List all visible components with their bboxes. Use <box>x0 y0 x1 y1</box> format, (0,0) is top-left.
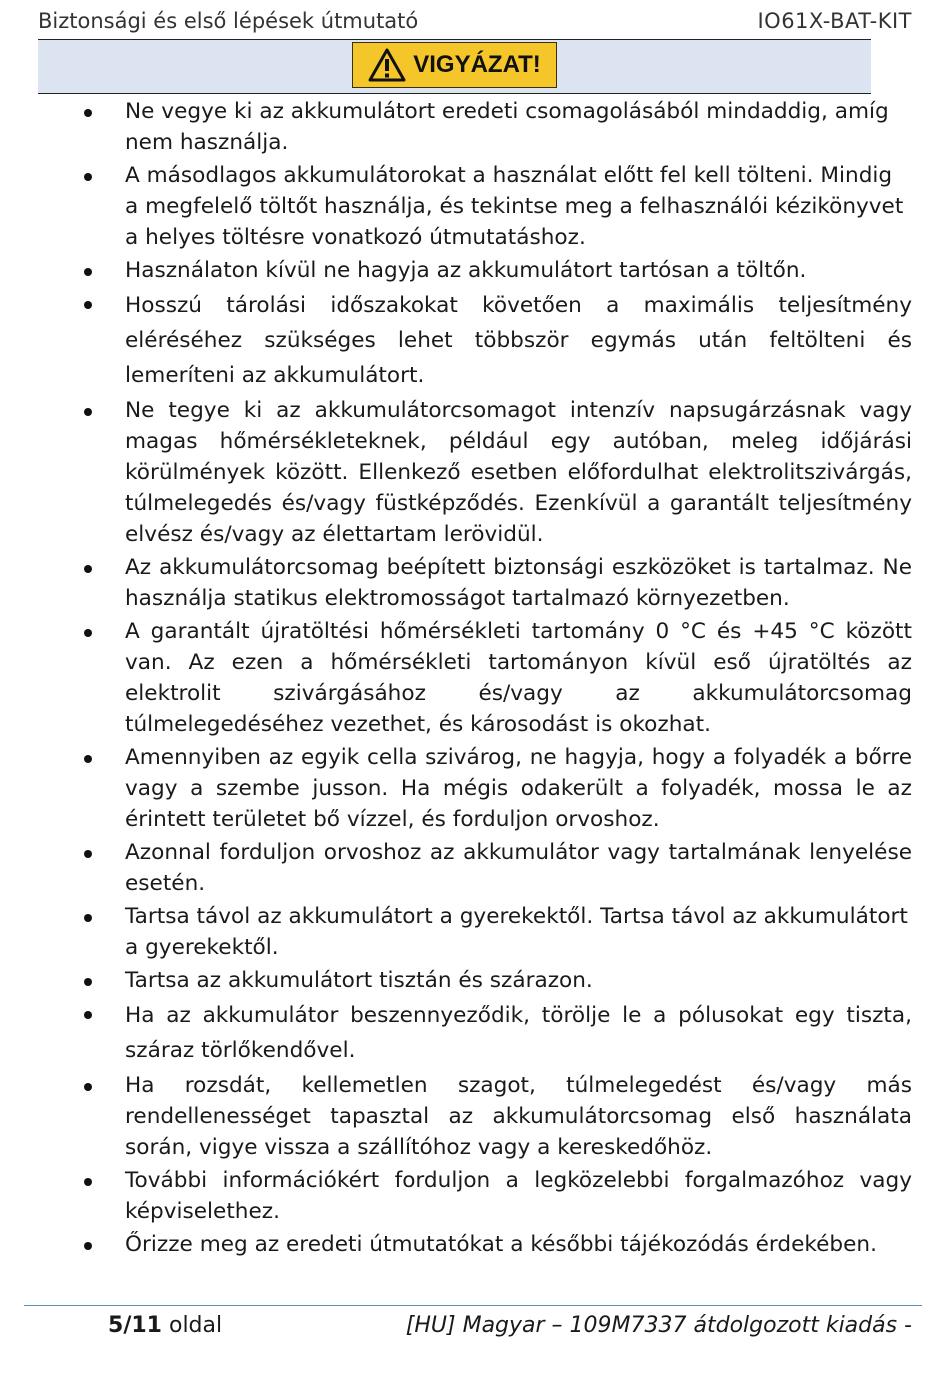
warning-label: VIGYÁZAT! <box>413 51 541 78</box>
bullet-icon <box>84 109 92 117</box>
list-item-text: Amennyiben az egyik cella szivárog, ne hagyja, hogy a folyadék a bőrre vagy a szembe jusson. Ha mégis odakerült a folyadék, mossa le az érintett területet bő vízzel, és forduljon orvoshoz. <box>125 745 912 832</box>
bullet-icon <box>84 565 92 573</box>
list-item-text: Tartsa az akkumulátort tisztán és szárazon. <box>125 968 593 993</box>
page-number <box>108 1313 222 1338</box>
bullet-icon <box>84 850 92 858</box>
bullet-icon <box>84 408 92 416</box>
list-item <box>80 395 912 550</box>
document-title: Biztonsági és első lépések útmutató <box>38 9 419 33</box>
list-item-text: A garantált újratöltési hőmérsékleti tartomány 0 °C és +45 °C között van. Az ezen a hőmérsékleti tartományon kívül eső újratöltés az elektrolit szivárgásához és/vagy az akkumulátorcsomag túlmelegedéséhez vezethet, és károsodást is okozhat. <box>125 619 912 737</box>
list-item-text: Ha rozsdát, kellemetlen szagot, túlmelegedést és/vagy más rendellenességet tapasztal az akkumulátorcsomag első használata során, vigye vissza a szállítóhoz vagy a kereskedőhöz. <box>125 1073 912 1160</box>
bullet-icon <box>84 268 92 276</box>
bullet-list <box>80 96 912 1260</box>
bullet-icon <box>84 1178 92 1186</box>
warning-label-box <box>352 42 557 88</box>
safety-instructions <box>80 96 912 1262</box>
list-item-text: Hosszú tárolási időszakokat követően a maximális teljesítmény eléréséhez szükséges lehet többször egymás után feltölteni és lemeríteni az akkumulátort. <box>125 293 912 388</box>
list-item-text: A másodlagos akkumulátorokat a használat előtt fel kell tölteni. Mindig a megfelelő töltőt használja, és tekintse meg a felhasználói kézikönyvet a helyes töltésre vonatkozó útmutatáshoz. <box>125 163 904 250</box>
list-item-text: Ne vegye ki az akkumulátort eredeti csomagolásából mindaddig, amíg nem használja. <box>125 99 889 155</box>
list-item <box>80 1229 912 1260</box>
bullet-icon <box>84 914 92 922</box>
bullet-icon <box>84 173 92 181</box>
bullet-icon <box>84 755 92 763</box>
warning-triangle-icon <box>368 48 406 82</box>
list-item-text: Ne tegye ki az akkumulátorcsomagot intenzív napsugárzásnak vagy magas hőmérsékleteknek, például egy autóban, meleg időjárási körülmények között. Ellenkező esetben előfordulhat elektrolitszivárgás, túlmelegedés és/vagy füstképződés. Ezenkívül a garantált teljesítmény elvész és/vagy az élettartam lerövidül. <box>125 398 912 547</box>
list-item-text: Tartsa távol az akkumulátort a gyerekektől. Tartsa távol az akkumulátort a gyerekektől. <box>125 904 908 960</box>
page-current: 5 <box>108 1313 124 1338</box>
footer-divider <box>24 1305 922 1306</box>
list-item-text: Őrizze meg az eredeti útmutatókat a későbbi tájékozódás érdekében. <box>125 1232 877 1257</box>
edition-note: [HU] Magyar – 109M7337 átdolgozott kiadás - <box>405 1313 912 1338</box>
product-code: IO61X-BAT-KIT <box>757 9 912 33</box>
list-item <box>80 901 912 963</box>
list-item <box>80 552 912 614</box>
list-item <box>80 998 912 1068</box>
bullet-icon <box>84 301 92 309</box>
page-separator: / <box>123 1313 132 1338</box>
list-item <box>80 837 912 899</box>
list-item-text: Az akkumulátorcsomag beépített biztonsági eszközöket is tartalmaz. Ne használja statikus elektromosságot tartalmazó környezetben. <box>125 555 912 611</box>
bullet-icon <box>84 1242 92 1250</box>
bullet-icon <box>84 1083 92 1091</box>
bullet-icon <box>84 629 92 637</box>
bullet-icon <box>84 1011 92 1019</box>
page-total: 11 <box>131 1313 162 1338</box>
list-item-text: Használaton kívül ne hagyja az akkumulátort tartósan a töltőn. <box>125 258 807 283</box>
list-item <box>80 616 912 740</box>
list-item <box>80 965 912 996</box>
list-item-text: Azonnal forduljon orvoshoz az akkumulátor vagy tartalmának lenyelése esetén. <box>125 840 912 896</box>
list-item <box>80 1070 912 1163</box>
list-item-text: További információkért forduljon a legközelebbi forgalmazóhoz vagy képviselethez. <box>125 1168 912 1224</box>
list-item <box>80 742 912 835</box>
list-item <box>80 288 912 393</box>
list-item <box>80 1165 912 1227</box>
bullet-icon <box>84 978 92 986</box>
list-item <box>80 160 912 253</box>
list-item-text: Ha az akkumulátor beszennyeződik, törölje le a pólusokat egy tiszta, száraz törlőkendővel. <box>125 1003 912 1063</box>
page-word: oldal <box>161 1313 223 1338</box>
list-item <box>80 255 912 286</box>
list-item <box>80 96 912 158</box>
